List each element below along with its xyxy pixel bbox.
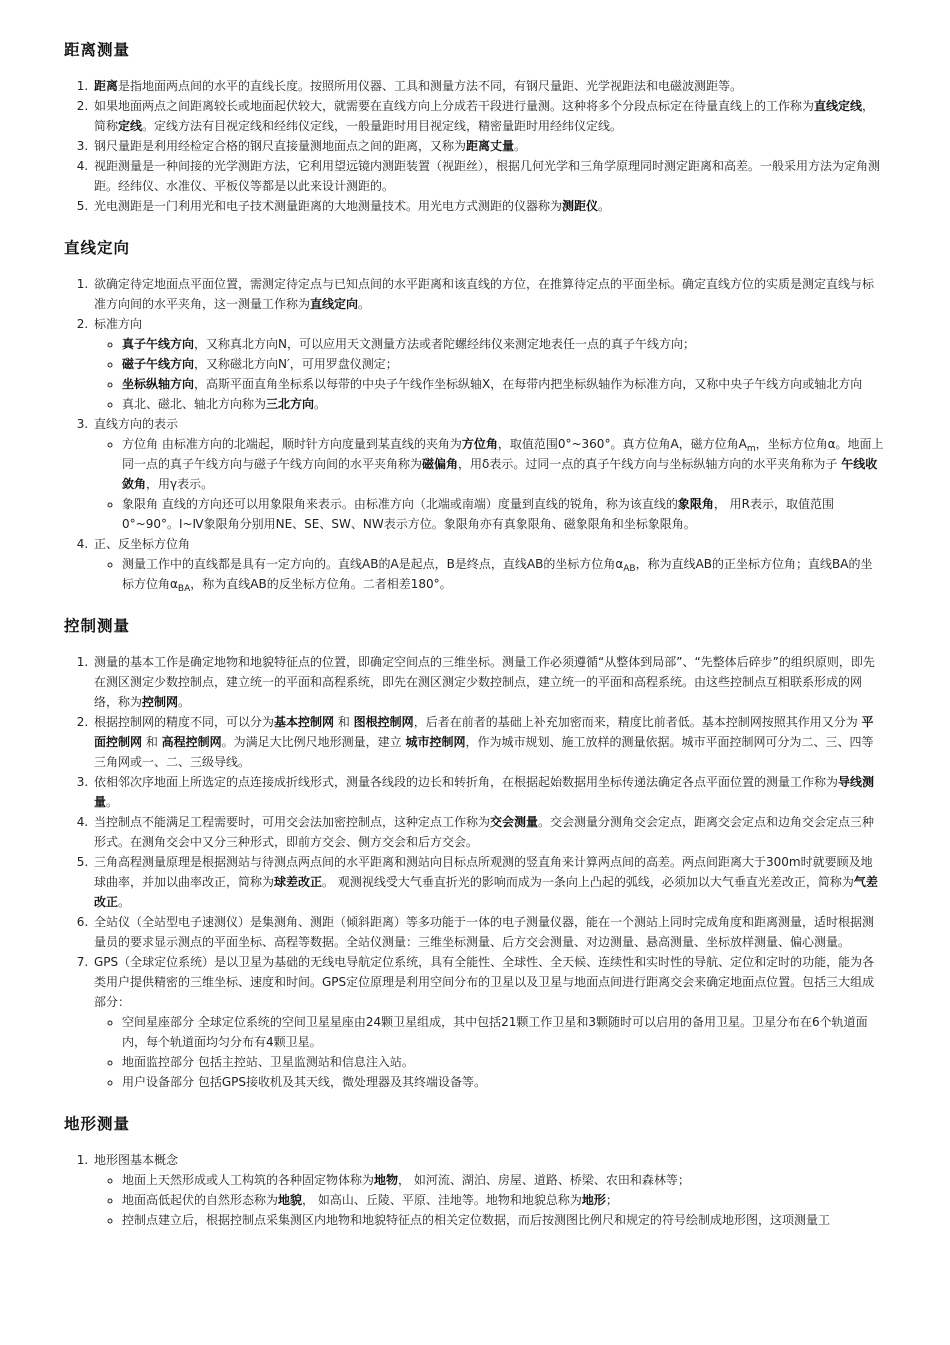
bullet-list xyxy=(94,334,884,414)
bullet-item: ◦ 方位角 由标准方向的北端起，顺时针方向度量到某直线的夹角为方位角，取值范围0°~360°。真方位角A，磁方位角$A_m$，坐标方位角α。地面上同一点的真子午线方向与磁子午线方向间的水平夹角称为磁偏角，用δ表示。过同一点的真子午线方向与坐标纵轴方向的水平夹角称为子 午线收敛角，用γ表示。 xyxy=(122,434,884,494)
list-item-text: 当控制点不能满足工程需要时，可用交会法加密控制点，这种定点工作称为交会测量。交会测量分测角交会定点，距离交会定点和边角交会定点三种形式。在测角交会中又分三种形式，即前方交会、侧方交会和后方交会。 xyxy=(94,815,875,849)
section-heading: 地形测量 xyxy=(64,1115,131,1133)
list-item-text: 欲确定待定地面点平面位置，需测定待定点与已知点间的水平距离和该直线的方位，在推算待定点的平面坐标。确定直线方位的实质是测定直线与标准方向间的水平夹角，这一测量工作称为直线定向。 xyxy=(94,277,875,311)
list-item-text: 如果地面两点之间距离较长或地面起伏较大，就需要在直线方向上分成若干段进行量测。这种将多个分段点标定在待量直线上的工作称为直线定线，简称定线。定线方法有目视定线和经纬仪定线，一般量距时用目视定线，精密量距时用经纬仪定线。 xyxy=(94,99,875,133)
list-item xyxy=(92,76,884,96)
bullet-item: ◦ 地面高低起伏的自然形态称为地貌， 如高山、丘陵、平原、洼地等。地物和地貌总称为地形； xyxy=(122,1190,884,1210)
bullet-item: ◦ 用户设备部分 包括GPS接收机及其天线，微处理器及其终端设备等。 xyxy=(122,1072,884,1092)
bullet-item: ◦ 控制点建立后，根据控制点采集测区内地物和地貌特征点的相关定位数据，而后按测图比例尺和规定的符号绘制成地形图，这项测量工 xyxy=(122,1210,884,1230)
list-item xyxy=(92,314,884,414)
list-item xyxy=(92,156,884,196)
list-item-text: GPS（全球定位系统）是以卫星为基础的无线电导航定位系统，具有全能性、全球性、全天候、连续性和实时性的导航、定位和定时的功能，能为各类用户提供精密的三维坐标、速度和时间。GPS定位原理是利用空间分布的卫星以及卫星与地面点间进行距离交会来确定地面点位置。包括三大组成部分： xyxy=(94,955,875,1009)
list-item xyxy=(92,852,884,912)
bullet-item: ◦ 地面上天然形成或人工构筑的各种固定物体称为地物， 如河流、湖泊、房屋、道路、桥梁、农田和森林等； xyxy=(122,1170,884,1190)
list-item-text: 测量的基本工作是确定地物和地貌特征点的位置，即确定空间点的三维坐标。测量工作必须遵循“从整体到局部”、“先整体后碎步”的组织原则，即先在测区测定少数控制点，建立统一的平面和高程系统，即先在测区测定少数控制点，建立统一的平面和高程系统。由这些控制点互相联系形成的网络，称为控制网。 xyxy=(94,655,875,709)
list-item xyxy=(92,772,884,812)
bullet-item: ◦ 真北、磁北、轴北方向称为三北方向。 xyxy=(122,394,884,414)
list-item-text: 地形图基本概念 xyxy=(94,1153,179,1167)
section-heading: 直线定向 xyxy=(64,239,131,257)
list-item-text: 根据控制网的精度不同，可以分为基本控制网 和 图根控制网，后者在前者的基础上补充加密而来，精度比前者低。基本控制网按照其作用又分为 平面控制网 和 高程控制网。为满足大比例尺地形测量，建立 城市控制网，作为城市规划、施工放样的测量依据。城市平面控制网可分为二、三、四等三角网或一、二、三级导线。 xyxy=(94,715,874,769)
section xyxy=(64,614,884,1092)
list-item-text: 直线方向的表示 xyxy=(94,417,179,431)
section-heading: 距离测量 xyxy=(64,41,131,59)
bullet-item: ◦ 空间星座部分 全球定位系统的空间卫星星座由24颗卫星组成，其中包括21颗工作卫星和3颗随时可以启用的备用卫星。卫星分布在6个轨道面内，每个轨道面均匀分布有4颗卫星。 xyxy=(122,1012,884,1052)
bullet-item: ◦ 测量工作中的直线都是具有一定方向的。直线AB的A是起点，B是终点，直线AB的坐标方位角$\alpha_{AB}$，称为直线AB的正坐标方位角；直线BA的坐标方位角$\alpha_{BA}$，称为直线AB的反坐标方位角。二者相差180°。 xyxy=(122,554,884,594)
list-item xyxy=(92,534,884,594)
list-item xyxy=(92,274,884,314)
list-item-text: 距离是指地面两点间的水平的直线长度。按照所用仪器、工具和测量方法不同，有钢尺量距、光学视距法和电磁波测距等。 xyxy=(94,79,743,93)
bullet-list xyxy=(94,1012,884,1092)
bullet-list xyxy=(94,434,884,534)
list-item xyxy=(92,652,884,712)
list-item xyxy=(92,1150,884,1230)
list-item xyxy=(92,912,884,952)
section xyxy=(64,1112,884,1230)
list-item-text: 依相邻次序地面上所选定的点连接成折线形式，测量各线段的边长和转折角，在根据起始数据用坐标传递法确定各点平面位置的测量工作称为导线测量。 xyxy=(94,775,875,809)
list-item-text: 三角高程测量原理是根据测站与待测点两点间的水平距离和测站向目标点所观测的竖直角来计算两点间的高差。两点间距离大于300m时就要顾及地球曲率，并加以曲率改正，简称为球差改正。 观测视线受大气垂直折光的影响而成为一条向上凸起的弧线，必须加以大气垂直光差改正，简称为气差改正。 xyxy=(94,855,878,909)
numbered-list xyxy=(64,1150,884,1230)
list-item-text: 光电测距是一门利用光和电子技术测量距离的大地测量技术。用光电方式测距的仪器称为测距仪。 xyxy=(94,199,611,213)
section xyxy=(64,38,884,216)
list-item xyxy=(92,712,884,772)
section xyxy=(64,236,884,594)
list-item xyxy=(92,414,884,534)
list-item xyxy=(92,812,884,852)
list-item xyxy=(92,952,884,1092)
bullet-list xyxy=(94,1170,884,1230)
list-item-text: 钢尺量距是利用经检定合格的钢尺直接量测地面点之间的距离，又称为距离丈量。 xyxy=(94,139,527,153)
bullet-item: ◦ 磁子午线方向，又称磁北方向N′，可用罗盘仪测定； xyxy=(122,354,884,374)
list-item xyxy=(92,196,884,216)
bullet-item: ◦ 真子午线方向，又称真北方向N，可以应用天文测量方法或者陀螺经纬仪来测定地表任一点的真子午线方向； xyxy=(122,334,884,354)
list-item-text: 标准方向 xyxy=(94,317,143,331)
numbered-list xyxy=(64,76,884,216)
list-item-text: 视距测量是一种间接的光学测距方法，它利用望远镜内测距装置（视距丝），根据几何光学和三角学原理同时测定距离和高差。一般采用方法为定角测距。经纬仪、水准仪、平板仪等都是以此来设计测距的。 xyxy=(94,159,881,193)
numbered-list xyxy=(64,652,884,1092)
list-item xyxy=(92,96,884,136)
bullet-item: ◦ 地面监控部分 包括主控站、卫星监测站和信息注入站。 xyxy=(122,1052,884,1072)
section-heading: 控制测量 xyxy=(64,617,131,635)
numbered-list xyxy=(64,274,884,594)
list-item-text: 全站仪（全站型电子速测仪）是集测角、测距（倾斜距离）等多功能于一体的电子测量仪器，能在一个测站上同时完成角度和距离测量，适时根据测量员的要求显示测点的平面坐标、高程等数据。全站仪测量：三维坐标测量、后方交会测量、对边测量、悬高测量、坐标放样测量、偏心测量。 xyxy=(94,915,875,949)
bullet-item: ◦ 坐标纵轴方向，高斯平面直角坐标系以每带的中央子午线作坐标纵轴X，在每带内把坐标纵轴作为标准方向，又称中央子午线方向或轴北方向 xyxy=(122,374,884,394)
bullet-list xyxy=(94,554,884,594)
list-item xyxy=(92,136,884,156)
bullet-item: ◦ 象限角 直线的方向还可以用象限角来表示。由标准方向（北端或南端）度量到直线的锐角，称为该直线的象限角， 用R表示，取值范围0°~90°。Ⅰ~Ⅳ象限角分别用NE、SE、SW、NW表示方位。象限角亦有真象限角、磁象限角和坐标象限角。 xyxy=(122,494,884,534)
list-item-text: 正、反坐标方位角 xyxy=(94,537,191,551)
